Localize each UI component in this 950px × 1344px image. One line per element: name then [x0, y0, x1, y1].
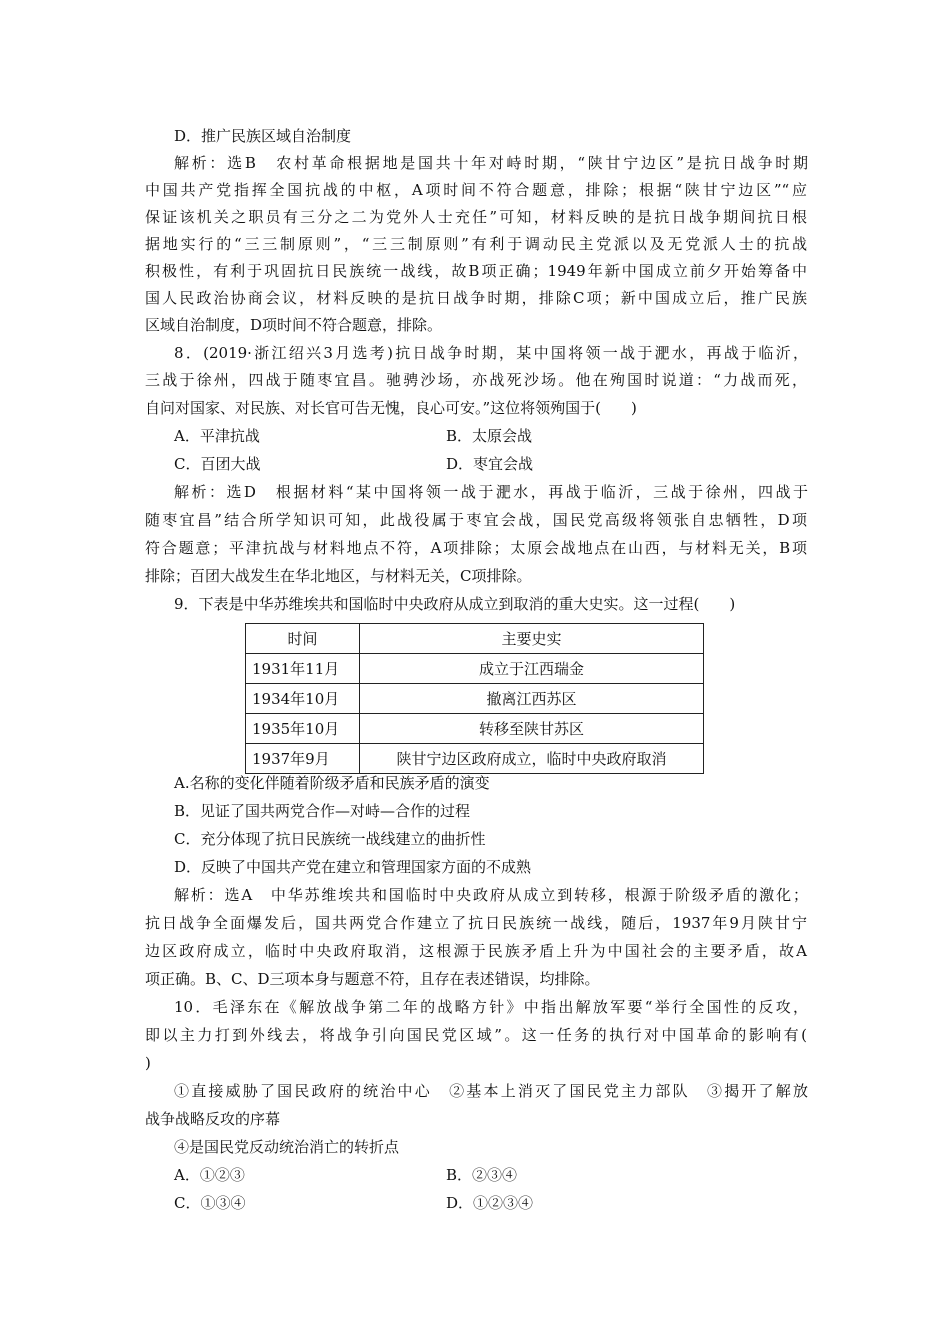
q9-analysis-line: 解析：选A 中华苏维埃共和国临时中央政府从成立到转移，根源于阶级矛盾的激化；: [174, 886, 808, 904]
q7-analysis-line: 区域自治制度，D项时间不符合题意，排除。: [145, 316, 443, 334]
table-cell-time: 1931年11月: [246, 654, 360, 684]
table-cell-time: 1934年10月: [246, 684, 360, 714]
q7-option-d: D．推广民族区域自治制度: [174, 127, 352, 145]
q8-analysis-line: 排除；百团大战发生在华北地区，与材料无关，C项排除。: [145, 567, 532, 585]
q10-stem-line: ): [145, 1054, 151, 1072]
q8-stem-line: 8．(2019·浙江绍兴3月选考)抗日战争时期，某中国将领一战于淝水，再战于临沂，: [174, 344, 808, 362]
table-row: [246, 744, 704, 774]
table-header-facts: 主要史实: [360, 624, 704, 654]
q9-stem: 9．下表是中华苏维埃共和国临时中央政府从成立到取消的重大史实。这一过程( ): [174, 595, 736, 613]
q8-stem-line: 自问对国家、对民族、对长官可告无愧，良心可安。”这位将领殉国于( ): [145, 399, 637, 417]
table-cell-time: 1935年10月: [246, 714, 360, 744]
table-row: [246, 714, 704, 744]
table-header-time: 时间: [246, 624, 360, 654]
q9-option-a: A.名称的变化伴随着阶级矛盾和民族矛盾的演变: [174, 774, 490, 792]
q7-analysis-line: 中国共产党指挥全国抗战的中枢，A项时间不符合题意，排除；根据“陕甘宁边区”“应: [145, 181, 807, 199]
q9-analysis-line: 项正确。B、C、D三项本身与题意不符，且存在表述错误，均排除。: [145, 970, 600, 988]
q10-stem-line: 即以主力打到外线去，将战争引向国民党区域”。这一任务的执行对中国革命的影响有(: [145, 1026, 807, 1044]
q10-option-c: C．①③④: [174, 1194, 246, 1212]
q8-option-d: D．枣宜会战: [446, 455, 534, 473]
table-row: [246, 654, 704, 684]
q7-analysis-line: 国人民政治协商会议，材料反映的是抗日战争时期，排除C项；新中国成立后，推广民族: [145, 289, 807, 307]
table-cell-fact: 陕甘宁边区政府成立，临时中央政府取消: [360, 744, 704, 774]
table-cell-fact: 成立于江西瑞金: [360, 654, 704, 684]
history-facts-table: [245, 623, 704, 774]
q8-option-b: B．太原会战: [446, 427, 533, 445]
table-header-row: [246, 624, 704, 654]
q7-analysis-line: 保证该机关之职员有三分之二为党外人士充任”可知，材料反映的是抗日战争期间抗日根: [145, 208, 807, 226]
table-cell-time: 1937年9月: [246, 744, 360, 774]
q8-stem-line: 三战于徐州，四战于随枣宜昌。驰骋沙场，亦战死沙场。他在殉国时说道：“力战而死，: [145, 371, 807, 389]
q8-option-a: A．平津抗战: [174, 427, 260, 445]
table-cell-fact: 撤离江西苏区: [360, 684, 704, 714]
q7-analysis-line: 解析：选B 农村革命根据地是国共十年对峙时期，“陕甘宁边区”是抗日战争时期: [174, 154, 808, 172]
q9-option-d: D．反映了中国共产党在建立和管理国家方面的不成熟: [174, 858, 532, 876]
q8-analysis-line: 符合题意；平津抗战与材料地点不符，A项排除；太原会战地点在山西，与材料无关，B项: [145, 539, 807, 557]
table-row: [246, 684, 704, 714]
q9-option-c: C．充分体现了抗日民族统一战线建立的曲折性: [174, 830, 486, 848]
q9-analysis-line: 抗日战争全面爆发后，国共两党合作建立了抗日民族统一战线，随后，1937年9月陕甘宁: [145, 914, 807, 932]
q10-option-a: A．①②③: [174, 1166, 245, 1184]
q9-option-b: B．见证了国共两党合作—对峙—合作的过程: [174, 802, 471, 820]
q10-option-d: D．①②③④: [446, 1194, 534, 1212]
q10-option-b: B．②③④: [446, 1166, 518, 1184]
q7-analysis-line: 据地实行的“三三制原则”，“三三制原则”有利于调动民主党派以及无党派人士的抗战: [145, 235, 807, 253]
q10-item-line: ④是国民党反动统治消亡的转折点: [174, 1138, 400, 1156]
q10-item-line: ①直接威胁了国民政府的统治中心 ②基本上消灭了国民党主力部队 ③揭开了解放: [174, 1082, 808, 1100]
table-cell-fact: 转移至陕甘苏区: [360, 714, 704, 744]
q10-item-line: 战争战略反攻的序幕: [145, 1110, 281, 1128]
q10-stem-line: 10．毛泽东在《解放战争第二年的战略方针》中指出解放军要“举行全国性的反攻，: [174, 998, 808, 1016]
q9-analysis-line: 边区政府成立，临时中央政府取消，这根源于民族矛盾上升为中国社会的主要矛盾，故A: [145, 942, 807, 960]
q8-option-c: C．百团大战: [174, 455, 261, 473]
q8-analysis-line: 随枣宜昌”结合所学知识可知，此战役属于枣宜会战，国民党高级将领张自忠牺牲，D项: [145, 511, 807, 529]
q8-analysis-line: 解析：选D 根据材料“某中国将领一战于淝水，再战于临沂，三战于徐州，四战于: [174, 483, 808, 501]
q7-analysis-line: 积极性，有利于巩固抗日民族统一战线，故B项正确；1949年新中国成立前夕开始筹备中: [145, 262, 807, 280]
